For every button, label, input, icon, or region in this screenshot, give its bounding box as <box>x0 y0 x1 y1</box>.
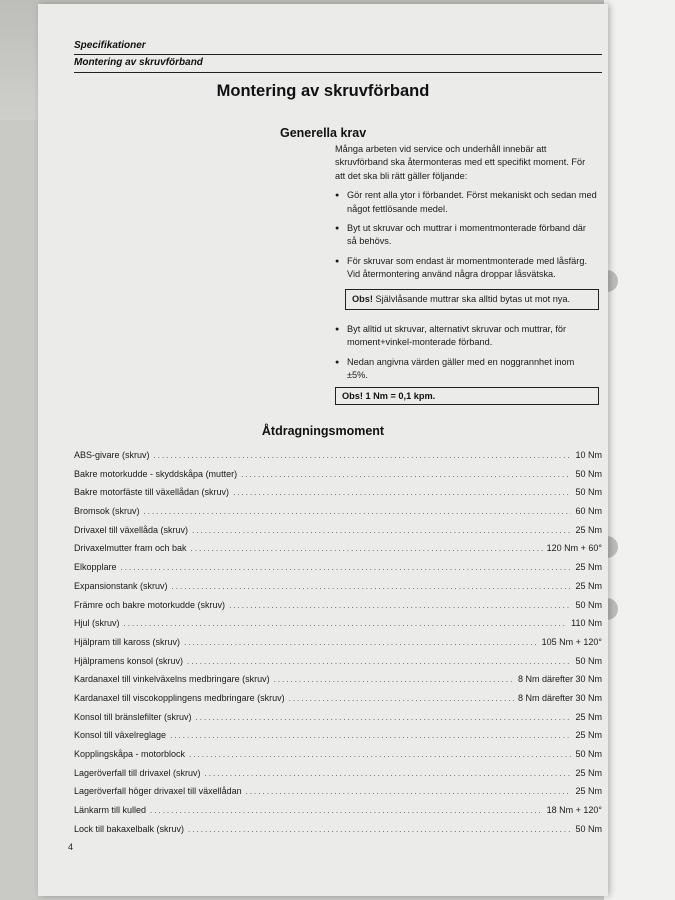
torque-row <box>74 562 602 581</box>
torque-row <box>74 525 602 544</box>
adjacent-page <box>604 0 675 900</box>
note-box <box>345 289 599 310</box>
torque-value: 50 Nm <box>575 468 602 479</box>
torque-value: 110 Nm <box>571 618 602 629</box>
torque-label: Bromsok (skruv) <box>74 506 140 517</box>
dot-leader <box>150 806 543 815</box>
note-label: Obs! <box>352 294 373 304</box>
torque-value: 25 Nm <box>575 711 602 722</box>
torque-row <box>74 805 602 824</box>
torque-label: Bakre motorkudde - skyddskåpa (mutter) <box>74 468 238 479</box>
torque-value: 25 Nm <box>575 524 602 535</box>
torque-value: 25 Nm <box>575 786 602 797</box>
bullet-item: ● Gör rent alla ytor i förbandet. Först mekaniskt och sedan med något fettlösande medel. <box>335 189 597 216</box>
bullet-item: ● Nedan angivna värden gäller med en noggrannhet inom ±5%. <box>335 356 597 383</box>
torque-row <box>74 450 602 469</box>
dot-leader <box>233 488 571 497</box>
torque-label: Konsol till växelreglage <box>74 730 167 741</box>
torque-label: Kopplingskåpa - motorblock <box>74 749 186 759</box>
dot-leader <box>241 470 571 479</box>
dot-leader <box>246 787 572 796</box>
bullet-item: ● För skruvar som endast är momentmonterade med låsfärg. Vid återmontering använd några droppar låsvätska. <box>335 255 597 282</box>
torque-value: 120 Nm + 60° <box>546 543 602 554</box>
torque-row <box>74 824 602 843</box>
torque-row <box>74 730 602 749</box>
page-number: 4 <box>68 842 74 852</box>
torque-label: Hjälpramens konsol (skruv) <box>74 655 184 666</box>
torque-value: 50 Nm <box>575 655 602 666</box>
dot-leader <box>184 638 538 647</box>
bullet-item: ● Byt ut skruvar och muttrar i momentmonterade förband där så behövs. <box>335 222 597 249</box>
general-bullets <box>335 189 597 281</box>
general-heading: Generella krav <box>280 126 367 140</box>
dot-leader <box>172 582 572 591</box>
dot-leader <box>189 750 571 759</box>
torque-table <box>74 450 602 842</box>
torque-row <box>74 674 602 693</box>
header-rule <box>74 72 602 73</box>
conversion-box: Obs! 1 Nm = 0,1 kpm. <box>335 387 599 405</box>
torque-label: Kardanaxel till vinkelväxelns medbringare (skruv) <box>74 674 270 685</box>
torque-label: Expansionstank (skruv) <box>74 580 168 591</box>
page-title: Montering av skruvförband <box>216 82 430 100</box>
torque-value: 50 Nm <box>575 599 602 610</box>
header-rule <box>74 54 602 55</box>
torque-row <box>74 506 602 525</box>
torque-label: Lageröverfall höger drivaxel till växellådan <box>74 786 242 797</box>
torque-label: Hjul (skruv) <box>74 618 120 629</box>
torque-value: 50 Nm <box>575 487 602 498</box>
torque-value: 105 Nm + 120° <box>541 636 602 647</box>
torque-row <box>74 469 602 488</box>
dot-leader <box>229 601 571 610</box>
torque-value: 8 Nm därefter 30 Nm <box>517 692 602 703</box>
torque-row <box>74 600 602 619</box>
dot-leader <box>124 619 568 628</box>
torque-label: Lageröverfall till drivaxel (skruv) <box>74 767 201 778</box>
torque-row <box>74 543 602 562</box>
torque-value: 60 Nm <box>575 506 602 517</box>
torque-row <box>74 581 602 600</box>
torque-label: Bakre motorfäste till växellådan (skruv) <box>74 487 230 498</box>
torque-value: 25 Nm <box>575 730 602 741</box>
dot-leader <box>121 563 572 572</box>
dot-leader <box>191 544 543 553</box>
general-body <box>335 143 597 288</box>
header-subsection: Montering av skruvförband <box>74 57 203 68</box>
torque-label: Drivaxel till växellåda (skruv) <box>74 524 189 535</box>
torque-row <box>74 749 602 768</box>
torque-label: Hjälpram till kaross (skruv) <box>74 636 181 647</box>
torque-label: Drivaxelmutter fram och bak <box>74 543 187 554</box>
torque-value: 25 Nm <box>575 767 602 778</box>
dot-leader <box>289 694 514 703</box>
torque-row <box>74 656 602 675</box>
torque-label: Främre och bakre motorkudde (skruv) <box>74 599 226 610</box>
torque-value: 18 Nm + 120° <box>546 805 602 816</box>
torque-value: 25 Nm <box>575 562 602 573</box>
torque-value: 50 Nm <box>575 823 602 834</box>
torque-label: ABS-givare (skruv) <box>74 450 150 460</box>
general-intro: Många arbeten vid service och underhåll innebär att skruvförband ska återmonteras med ett specifikt moment. För att det ska bli rätt gäller följande: <box>335 144 586 181</box>
dot-leader <box>170 731 571 740</box>
torque-label: Lock till bakaxelbalk (skruv) <box>74 823 185 834</box>
torque-row <box>74 618 602 637</box>
dot-leader <box>144 507 572 516</box>
torque-row <box>74 786 602 805</box>
torque-value: 10 Nm <box>575 450 602 460</box>
header-section: Specifikationer <box>74 40 146 51</box>
dot-leader <box>187 657 571 666</box>
dot-leader <box>192 526 571 535</box>
document-page <box>38 4 608 896</box>
torque-label: Elkopplare <box>74 562 117 573</box>
torque-label: Länkarm till kulled <box>74 805 147 816</box>
torque-row <box>74 768 602 787</box>
general-body-2 <box>335 323 597 389</box>
torque-heading: Åtdragningsmoment <box>261 424 385 438</box>
torque-label: Konsol till bränslefilter (skruv) <box>74 711 192 722</box>
torque-value: 25 Nm <box>575 580 602 591</box>
dot-leader <box>205 769 572 778</box>
torque-value: 8 Nm därefter 30 Nm <box>517 674 602 685</box>
dot-leader <box>196 713 572 722</box>
torque-value: 50 Nm <box>575 749 602 759</box>
dot-leader <box>188 825 571 834</box>
torque-row <box>74 693 602 712</box>
note-text: Självlåsande muttrar ska alltid bytas ut mot nya. <box>375 294 571 304</box>
torque-row <box>74 487 602 506</box>
general-bullets-2 <box>335 323 597 383</box>
dot-leader <box>154 451 572 460</box>
torque-row <box>74 712 602 731</box>
torque-row <box>74 637 602 656</box>
bullet-item: ● Byt alltid ut skruvar, alternativt skruvar och muttrar, för moment+vinkel-monterade förband. <box>335 323 597 350</box>
torque-label: Kardanaxel till viscokopplingens medbringare (skruv) <box>74 692 285 703</box>
dot-leader <box>274 675 514 684</box>
